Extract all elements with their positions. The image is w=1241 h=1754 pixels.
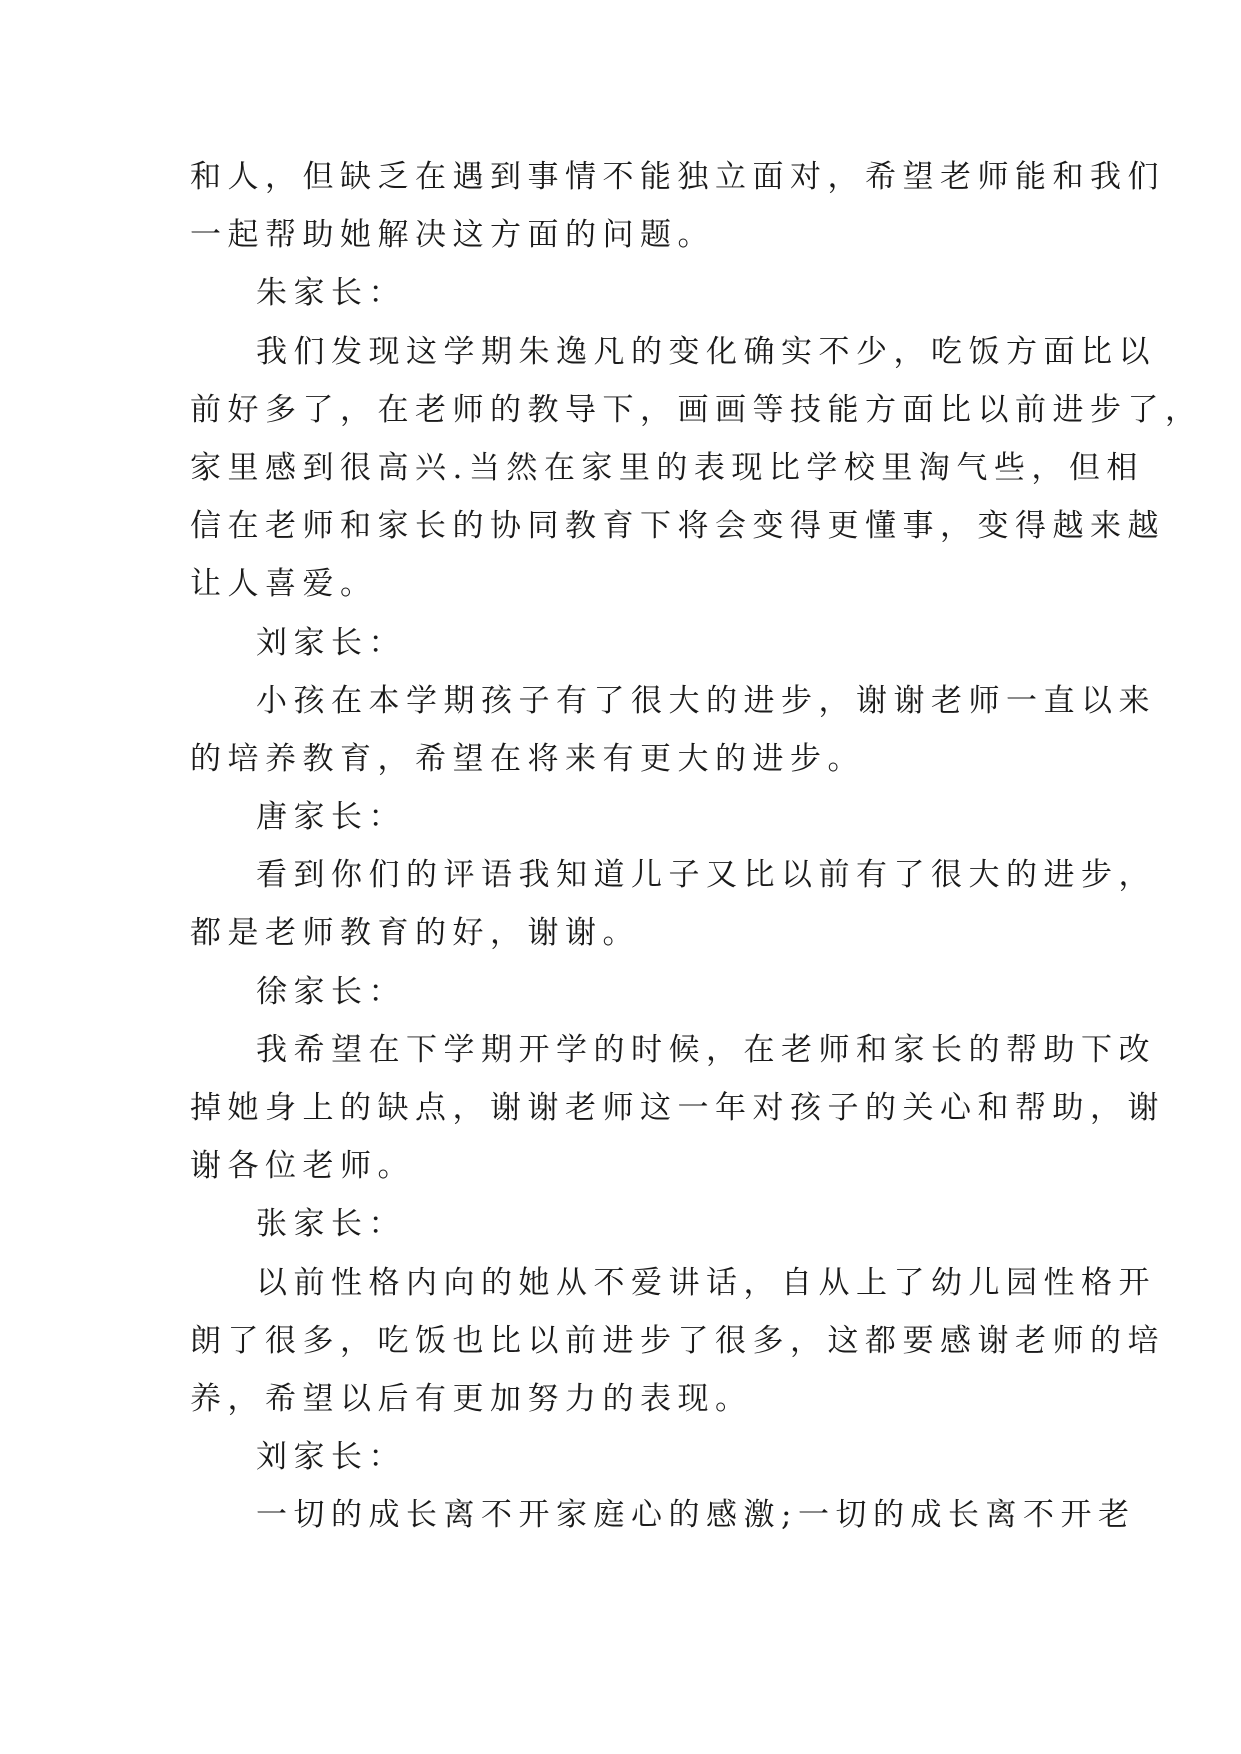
speaker-label: 唐家长： [256,799,406,836]
speaker-label: 刘家长： [256,1439,406,1476]
text-line: 一起帮助她解决这方面的问题。 [190,217,715,254]
paragraph-start: 我们发现这学期朱逸凡的变化确实不少，吃饭方面比以 [256,333,1156,370]
paragraph-start: 一切的成长离不开家庭心的感激;一切的成长离不开老 [256,1497,1136,1534]
speaker-label: 朱家长： [256,275,406,312]
text-line: 让人喜爱。 [190,566,378,603]
text-line: 掉她身上的缺点，谢谢老师这一年对孩子的关心和帮助，谢 [190,1090,1165,1126]
speaker-label: 刘家长： [256,624,406,661]
text-line: 朗了很多，吃饭也比以前进步了很多，这都要感谢老师的培 [190,1322,1165,1359]
text-line: 的培养教育，希望在将来有更大的进步。 [190,740,865,777]
speaker-label: 徐家长： [256,973,406,1010]
document-body [190,148,1203,1545]
text-line: 养，希望以后有更加努力的表现。 [190,1380,753,1417]
paragraph-start: 以前性格内向的她从不爱讲话，自从上了幼儿园性格开 [256,1264,1156,1301]
text-line: 家里感到很高兴.当然在家里的表现比学校里淘气些，但相 [190,449,1144,486]
paragraph-start: 看到你们的评语我知道儿子又比以前有了很大的进步， [256,857,1156,894]
speaker-label: 张家长： [256,1206,406,1243]
text-line: 和人，但缺乏在遇到事情不能独立面对，希望老师能和我们 [190,159,1165,195]
paragraph-start: 小孩在本学期孩子有了很大的进步，谢谢老师一直以来 [256,682,1156,719]
text-line: 谢各位老师。 [190,1148,415,1185]
paragraph-start: 我希望在下学期开学的时候，在老师和家长的帮助下改 [256,1031,1156,1068]
text-line: 信在老师和家长的协同教育下将会变得更懂事，变得越来越 [190,508,1165,545]
text-line: 都是老师教育的好，谢谢。 [190,915,640,952]
text-line: 前好多了，在老师的教导下，画画等技能方面比以前进步了， [190,391,1203,428]
